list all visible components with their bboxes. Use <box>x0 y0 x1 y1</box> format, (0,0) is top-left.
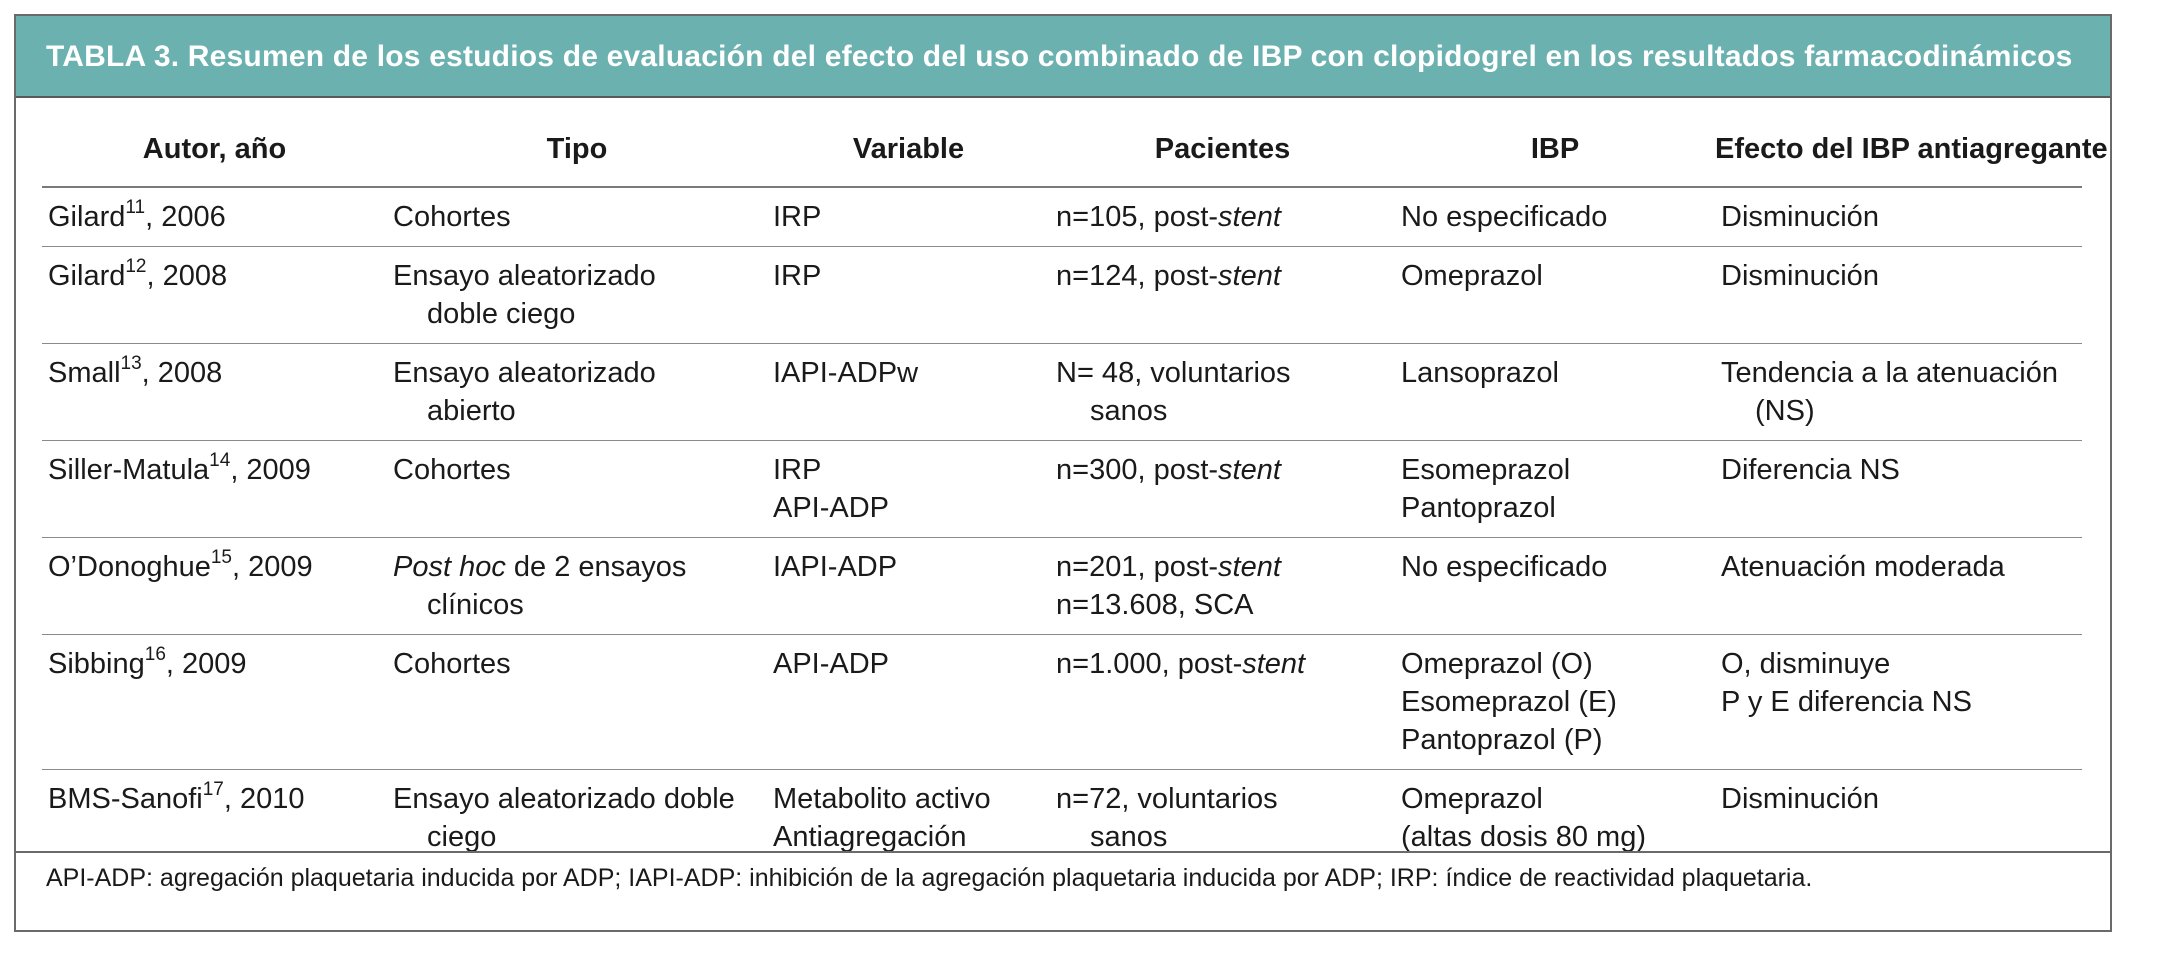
author-name: Gilard <box>48 260 126 292</box>
pacientes-text: sanos <box>1090 395 1168 427</box>
cell-ibp <box>1395 441 1715 538</box>
cell-tipo <box>387 247 767 344</box>
cell-efecto <box>1715 247 2082 344</box>
pacientes-text: N= 48, voluntarios <box>1056 357 1291 389</box>
cell-tipo-line: Cohortes <box>393 648 511 680</box>
cell-autor <box>42 344 387 441</box>
table-title: TABLA 3. Resumen de los estudios de evaluación del efecto del uso combinado de IBP con clopidogrel en los resultados farmacodinámicos <box>16 16 2110 98</box>
author-year: , 2010 <box>223 783 305 815</box>
table-frame <box>14 14 2112 932</box>
table-row <box>42 187 2082 247</box>
header-pacientes: Pacientes <box>1050 112 1395 187</box>
cell-variable-line: Metabolito activo <box>773 783 991 815</box>
table-row <box>42 635 2082 770</box>
pacientes-italic: stent <box>1242 648 1306 680</box>
cell-autor <box>42 441 387 538</box>
header-efecto: Efecto del IBP antiagregante <box>1715 112 2082 187</box>
reference-number: 14 <box>209 450 231 472</box>
cell-efecto <box>1715 635 2082 770</box>
author-year: , 2009 <box>230 454 311 486</box>
header-tipo: Tipo <box>387 112 767 187</box>
author-name: Gilard <box>48 201 126 233</box>
pacientes-italic: stent <box>1218 551 1281 583</box>
cell-tipo <box>387 187 767 247</box>
reference-number: 15 <box>210 547 232 569</box>
cell-autor <box>42 187 387 247</box>
cell-tipo <box>387 538 767 635</box>
cell-efecto-line: Disminución <box>1721 201 1879 233</box>
cell-variable-line: IAPI-ADP <box>773 551 898 583</box>
cell-pacientes <box>1050 538 1395 635</box>
footer-divider <box>16 851 2110 853</box>
cell-efecto-line: Tendencia a la atenuación <box>1721 357 2058 389</box>
cell-pacientes-line <box>1056 780 1387 818</box>
pacientes-italic: stent <box>1218 201 1281 233</box>
reference-number: 12 <box>125 256 147 278</box>
table-row <box>42 441 2082 538</box>
cell-variable-line: IRP <box>773 454 822 486</box>
pacientes-text: n=201, post- <box>1056 551 1219 583</box>
author-year: , 2008 <box>146 260 228 292</box>
cell-ibp-line: Omeprazol (O) <box>1401 648 1593 680</box>
cell-efecto <box>1715 344 2082 441</box>
cell-efecto-line: Diferencia NS <box>1721 454 1900 486</box>
studies-table <box>42 112 2108 866</box>
cell-tipo-line: Cohortes <box>393 201 511 233</box>
cell-variable <box>767 344 1050 441</box>
cell-pacientes-line <box>1056 548 1387 586</box>
cell-pacientes-line <box>1056 354 1387 392</box>
author-year: , 2008 <box>141 357 223 389</box>
cell-pacientes <box>1050 635 1395 770</box>
cell-variable-line: IAPI-ADPw <box>773 357 919 389</box>
cell-ibp-line: Lansoprazol <box>1401 357 1559 389</box>
pacientes-italic: stent <box>1218 260 1281 292</box>
cell-ibp-line: (altas dosis 80 mg) <box>1401 821 1646 853</box>
reference-number: 13 <box>120 353 142 375</box>
author-name: O’Donoghue <box>48 551 211 583</box>
author-name: Small <box>48 357 121 389</box>
cell-ibp-line: No especificado <box>1401 201 1608 233</box>
author-year: , 2006 <box>145 201 226 233</box>
cell-pacientes-line <box>1056 586 1387 624</box>
table-row <box>42 344 2082 441</box>
table-row <box>42 538 2082 635</box>
cell-pacientes-line <box>1056 198 1387 236</box>
author-name: Siller-Matula <box>48 454 210 486</box>
cell-ibp-line: Omeprazol <box>1401 783 1543 815</box>
tipo-italic: Post hoc <box>393 551 506 583</box>
cell-pacientes <box>1050 187 1395 247</box>
cell-ibp-line: Omeprazol <box>1401 260 1543 292</box>
pacientes-text: n=105, post- <box>1056 201 1219 233</box>
cell-ibp <box>1395 247 1715 344</box>
cell-ibp <box>1395 344 1715 441</box>
cell-ibp-line: Esomeprazol <box>1401 454 1571 486</box>
footnote: API-ADP: agregación plaquetaria inducida por ADP; IAPI-ADP: inhibición de la agregación plaquetaria inducida por ADP; IRP: índice de reactividad plaquetaria. <box>46 864 1813 892</box>
cell-pacientes <box>1050 247 1395 344</box>
cell-efecto-line: Atenuación moderada <box>1721 551 2005 583</box>
reference-number: 16 <box>144 644 166 666</box>
cell-autor <box>42 247 387 344</box>
cell-autor <box>42 635 387 770</box>
cell-variable-line: IRP <box>773 260 822 292</box>
cell-tipo <box>387 344 767 441</box>
cell-variable <box>767 247 1050 344</box>
author-name: Sibbing <box>48 648 145 680</box>
cell-tipo-line: clínicos <box>427 589 524 621</box>
tipo-rest: de 2 ensayos <box>505 551 687 583</box>
author-name: BMS-Sanofi <box>48 783 203 815</box>
cell-variable <box>767 187 1050 247</box>
cell-tipo-line <box>393 548 759 586</box>
cell-pacientes <box>1050 344 1395 441</box>
cell-pacientes-line <box>1056 392 1387 430</box>
cell-ibp-line: Pantoprazol <box>1401 492 1556 524</box>
header-ibp: IBP <box>1395 112 1715 187</box>
cell-tipo-line: Ensayo aleatorizado <box>393 260 656 292</box>
cell-ibp-line: No especificado <box>1401 551 1608 583</box>
author-year: , 2009 <box>231 551 313 583</box>
header-variable: Variable <box>767 112 1050 187</box>
cell-tipo-line: abierto <box>427 395 516 427</box>
reference-number: 11 <box>125 197 146 219</box>
cell-variable <box>767 441 1050 538</box>
cell-ibp-line: Pantoprazol (P) <box>1401 724 1603 756</box>
pacientes-text: n=300, post- <box>1056 454 1219 486</box>
cell-pacientes-line <box>1056 451 1387 489</box>
header-autor: Autor, año <box>42 112 387 187</box>
author-year: , 2009 <box>165 648 247 680</box>
cell-variable-line: Antiagregación <box>773 821 967 853</box>
cell-efecto <box>1715 538 2082 635</box>
pacientes-text: n=1.000, post- <box>1056 648 1243 680</box>
cell-variable <box>767 635 1050 770</box>
cell-variable-line: API-ADP <box>773 648 890 680</box>
cell-variable-line: IRP <box>773 201 822 233</box>
cell-efecto-line: O, disminuye <box>1721 648 1891 680</box>
cell-tipo-line: Ensayo aleatorizado doble <box>393 783 735 815</box>
pacientes-italic: stent <box>1218 454 1281 486</box>
cell-efecto <box>1715 187 2082 247</box>
cell-pacientes-line <box>1056 257 1387 295</box>
cell-tipo-line: ciego <box>427 821 497 853</box>
cell-tipo <box>387 441 767 538</box>
pacientes-text: n=72, voluntarios <box>1056 783 1278 815</box>
cell-variable <box>767 538 1050 635</box>
cell-efecto-line: Disminución <box>1721 260 1879 292</box>
cell-tipo-line: doble ciego <box>427 298 576 330</box>
cell-efecto <box>1715 441 2082 538</box>
header-row <box>42 112 2082 187</box>
cell-pacientes-line <box>1056 645 1387 683</box>
cell-tipo-line: Cohortes <box>393 454 511 486</box>
cell-ibp <box>1395 187 1715 247</box>
reference-number: 17 <box>202 779 224 801</box>
cell-ibp <box>1395 538 1715 635</box>
cell-ibp-line: Esomeprazol (E) <box>1401 686 1617 718</box>
pacientes-text: n=124, post- <box>1056 260 1219 292</box>
cell-efecto-line: P y E diferencia NS <box>1721 686 1972 718</box>
pacientes-text: sanos <box>1090 821 1168 853</box>
cell-tipo <box>387 635 767 770</box>
cell-autor <box>42 538 387 635</box>
table-row <box>42 247 2082 344</box>
cell-efecto-line: (NS) <box>1755 395 1815 427</box>
cell-tipo-line: Ensayo aleatorizado <box>393 357 656 389</box>
cell-variable-line: API-ADP <box>773 492 890 524</box>
cell-pacientes <box>1050 441 1395 538</box>
cell-efecto-line: Disminución <box>1721 783 1879 815</box>
pacientes-text: n=13.608, SCA <box>1056 589 1254 621</box>
cell-ibp <box>1395 635 1715 770</box>
